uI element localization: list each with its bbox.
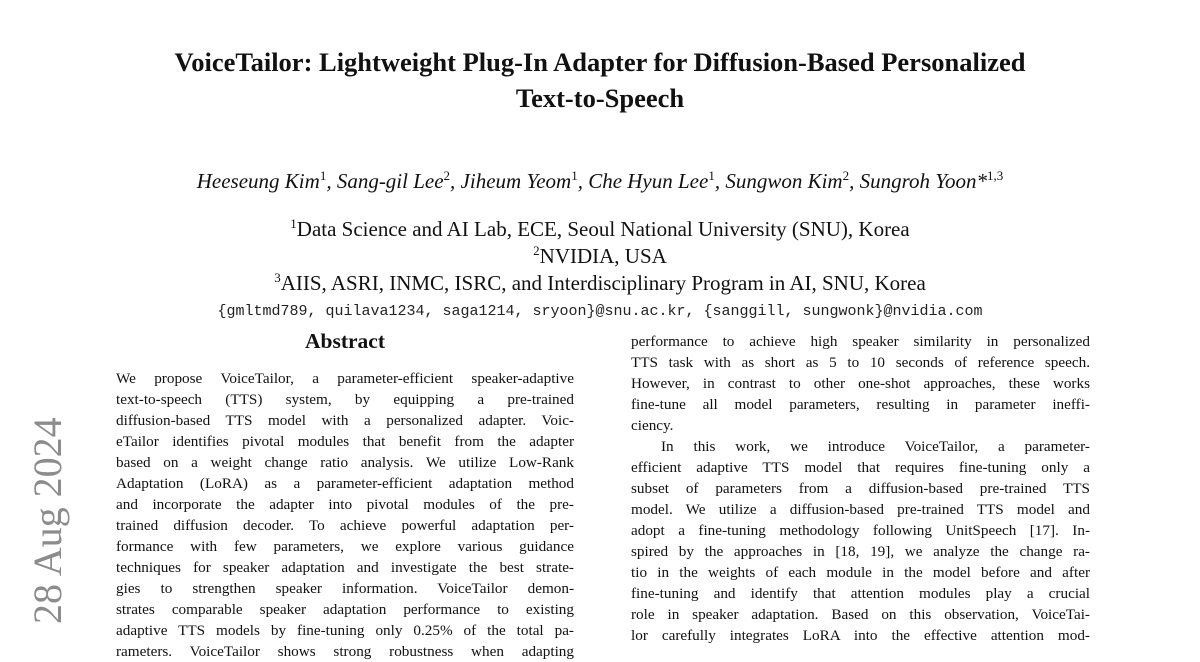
author-separator: , — [577, 169, 589, 193]
author-name: Sungwon Kim — [725, 169, 843, 193]
author-emails: {gmltmd789, quilava1234, saga1214, sryoon}@snu.ac.kr, {sanggill, sungwonk}@nvidia.com — [217, 303, 983, 320]
author-list — [0, 167, 1200, 195]
paper-title-line-2: Text-to-Speech — [515, 83, 685, 113]
introduction-body — [631, 331, 1090, 646]
body-text-line: efficient adaptive TTS model that requires fine-tuning only a — [631, 459, 1090, 476]
abstract-line: rameters. VoiceTailor shows strong robustness when adapting — [116, 643, 574, 660]
author-name: Sang-gil Lee — [336, 169, 444, 193]
abstract-line: adaptive TTS models by fine-tuning only 0.25% of the total pa- — [116, 622, 574, 639]
body-text-line: spired by the approaches in [18, 19], we analyze the change ra- — [631, 543, 1090, 560]
author-affiliation-mark: 1,3 — [987, 168, 1004, 183]
author-affiliation-mark: 2 — [443, 168, 451, 183]
author-name: Heeseung Kim — [196, 169, 320, 193]
body-text-line: subset of parameters from a diffusion-based pre-trained TTS — [631, 480, 1090, 497]
author-name: Sungroh Yoon* — [859, 169, 987, 193]
abstract-line: text-to-speech (TTS) system, by equipping a pre-trained — [116, 391, 574, 408]
body-text-line: In this work, we introduce VoiceTailor, a parameter- — [661, 438, 1090, 455]
abstract-line: Adaptation (LoRA) as a parameter-efficient adaptation method — [116, 475, 574, 492]
abstract-line: trained diffusion decoder. To achieve powerful adaptation per- — [116, 517, 574, 534]
body-text-line: However, in contrast to other one-shot approaches, these works — [631, 375, 1090, 392]
abstract-line: and incorporate the adapter into pivotal modules of the pre- — [116, 496, 574, 513]
body-text-line: lor carefully integrates LoRA into the effective attention mod- — [631, 627, 1090, 644]
body-text-line: tio in the weights of each module in the model before and after — [631, 564, 1090, 581]
author-separator: , — [849, 169, 860, 193]
affiliation-mark: 2 — [533, 243, 540, 258]
author-name: Jiheum Yeom — [460, 169, 572, 193]
abstract-line: eTailor identifies pivotal modules that benefit from the adapter — [116, 433, 574, 450]
abstract-line: strates comparable speaker adaptation performance to existing — [116, 601, 574, 618]
author-separator: , — [450, 169, 461, 193]
body-text-line: performance to achieve high speaker similarity in personalized — [631, 333, 1090, 350]
body-text-line: TTS task with as short as 5 to 10 seconds of reference speech. — [631, 354, 1090, 371]
abstract-line: formance with few parameters, we explore various guidance — [116, 538, 574, 555]
affiliation-2 — [0, 243, 1200, 269]
affiliation-text: AIIS, ASRI, INMC, ISRC, and Interdisciplinary Program in AI, SNU, Korea — [280, 271, 926, 295]
author-name: Che Hyun Lee — [588, 169, 709, 193]
affiliation-text: NVIDIA, USA — [539, 244, 667, 268]
body-text-line: ciency. — [631, 417, 674, 434]
affiliation-mark: 1 — [290, 216, 297, 231]
affiliation-mark: 3 — [274, 270, 281, 285]
abstract-line: based on a weight change ratio analysis. We utilize Low-Rank — [116, 454, 574, 471]
abstract-line: gies to strengthen speaker information. VoiceTailor demon- — [116, 580, 574, 597]
author-affiliation-mark: 2 — [842, 168, 850, 183]
body-text-line: role in speaker adaptation. Based on this observation, VoiceTai- — [631, 606, 1090, 623]
author-separator: , — [326, 169, 337, 193]
abstract-line: techniques for speaker adaptation and investigate the best strate- — [116, 559, 574, 576]
body-text-line: adopt a fine-tuning methodology following UnitSpeech [17]. In- — [631, 522, 1090, 539]
abstract-line: We propose VoiceTailor, a parameter-efficient speaker-adaptive — [116, 370, 574, 387]
author-separator: , — [714, 169, 726, 193]
body-text-line: fine-tuning and identify that attention modules play a crucial — [631, 585, 1090, 602]
paper-title — [0, 44, 1200, 116]
author-affiliation-mark: 1 — [571, 168, 578, 183]
affiliation-1 — [0, 216, 1200, 242]
author-affiliation-mark: 1 — [319, 168, 327, 183]
paper-title-line-1: VoiceTailor: Lightweight Plug-In Adapter for Diffusion-Based Personalized — [174, 47, 1026, 77]
abstract-body — [116, 368, 574, 662]
abstract-line: diffusion-based TTS model with a personalized adapter. Voic- — [116, 412, 574, 429]
affiliation-3 — [0, 270, 1200, 296]
affiliation-text: Data Science and AI Lab, ECE, Seoul National University (SNU), Korea — [296, 217, 910, 241]
body-text-line: model. We utilize a diffusion-based pre-trained TTS model and — [631, 501, 1090, 518]
body-text-line: fine-tune all model parameters, resulting in parameter ineffi- — [631, 396, 1090, 413]
arxiv-date-stamp: 28 Aug 2024 — [25, 417, 70, 624]
abstract-heading: Abstract — [304, 329, 385, 353]
author-affiliation-mark: 1 — [708, 168, 715, 183]
